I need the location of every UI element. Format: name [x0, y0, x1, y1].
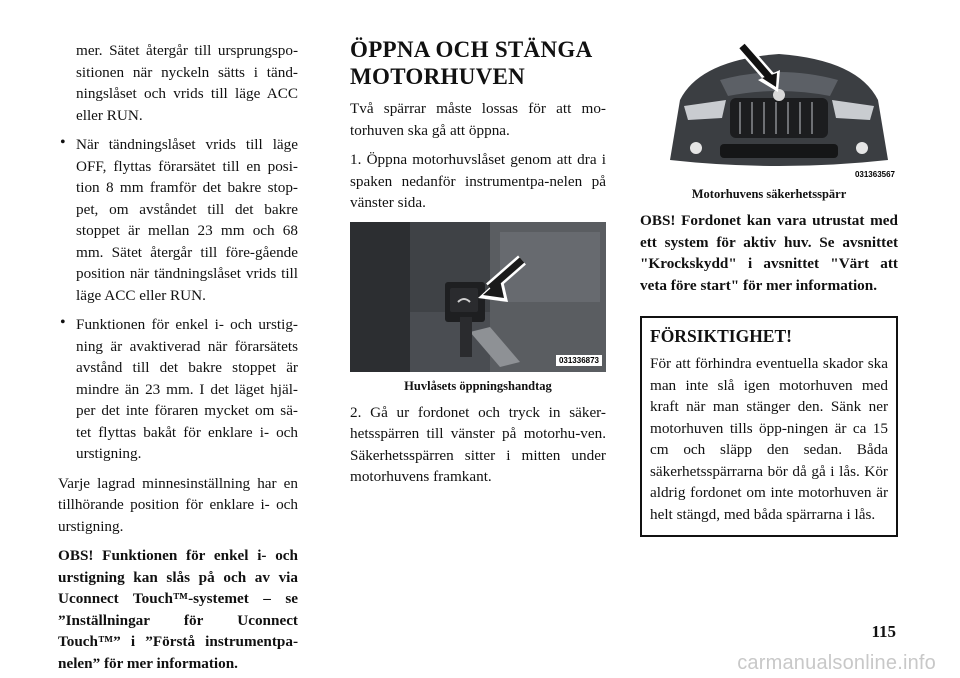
- figure-caption: Huvlåsets öppningshandtag: [404, 378, 552, 393]
- memory-paragraph: Varje lagrad minnesinställning har en tillhörande position för enklare i- och urstigning.: [58, 474, 298, 535]
- intro-paragraph: Två spärrar måste lossas för att mo-torhuven ska gå att öppna.: [350, 100, 606, 139]
- figure-id: 031363567: [854, 170, 895, 179]
- watermark: carmanualsonline.info: [737, 652, 936, 674]
- bullet-symbol: •: [60, 134, 66, 151]
- figure-id: 031336873: [556, 355, 602, 366]
- continuation-text: mer. Sätet återgår till ursprungspo-sitionen när nyckeln sätts i tänd-ningslåset och vrids till läge ACC eller RUN.: [76, 42, 298, 124]
- hood-latch-photo: [660, 40, 898, 180]
- hood-release-photo: [350, 222, 606, 372]
- section-heading: ÖPPNA OCH STÄNGA MOTORHUVEN: [350, 37, 592, 89]
- bullet-symbol: •: [60, 314, 66, 331]
- right-column: [640, 40, 898, 537]
- page-number: 115: [871, 622, 896, 641]
- hood-release-illustration: [350, 222, 606, 372]
- car-front-illustration: [660, 40, 898, 180]
- bullet-text: När tändningslåset vrids till läge OFF, flyttas förarsätet till en posi-tion 8 mm framför det bakre stop-pet, om avståndet till det bakre stoppet är mellan 23 mm och 68 mm. Sätet återgår till före-gående position när tändningslåset vrids till läge ACC eller RUN.: [76, 136, 298, 304]
- figure-caption: Motorhuvens säkerhetsspärr: [691, 187, 847, 201]
- note-paragraph: OBS! Funktionen för enkel i- och urstigning kan slås på och av via Uconnect Touch™-systemet – se ”Inställningar för Uconnect Touch™” i ”Förstå instrumentpa-nelen” för mer information.: [58, 547, 298, 672]
- active-hood-note: OBS! Fordonet kan vara utrustat med ett system för aktiv huv. Se avsnittet "Krockskydd" i avsnittet "Värt att veta före start" för mer information.: [640, 212, 898, 294]
- left-column: [58, 40, 298, 674]
- step-1: 1. Öppna motorhuvslåset genom att dra i spaken nedanför instrumentpa-nelen på vänster sida.: [350, 151, 606, 211]
- caution-box: [640, 316, 898, 537]
- middle-column: [350, 37, 606, 488]
- bullet-item: [58, 134, 298, 306]
- bullet-text: Funktionen för enkel i- och urstig-ning är avaktiverad när förarsätets avstånd till det bakre stoppet är mindre än 23 mm. I det läget hjäl-per det inte föraren mycket om sä-tet flyttas bakåt för enklare i- och urstigning.: [76, 316, 298, 462]
- caution-text: För att förhindra eventuella skador ska man inte slå igen motorhuven med kraft när man stänger den. Sänk ner motorhuven tills öpp-ningen är ca 15 cm och släpp den sedan. Båda säkerhetsspärrarna bör då gå i lås. Kör aldrig fordonet om inte motorhuven är helt stängd, med båda spärrarna i lås.: [650, 355, 888, 523]
- bullet-item: [58, 314, 298, 465]
- caution-title: FÖRSIKTIGHET!: [650, 326, 792, 346]
- step-2: 2. Gå ur fordonet och tryck in säker-hetsspärren till vänster på motorhu-ven. Säkerhetsspärren sitter i mitten under motorhuvens framkant.: [350, 403, 606, 485]
